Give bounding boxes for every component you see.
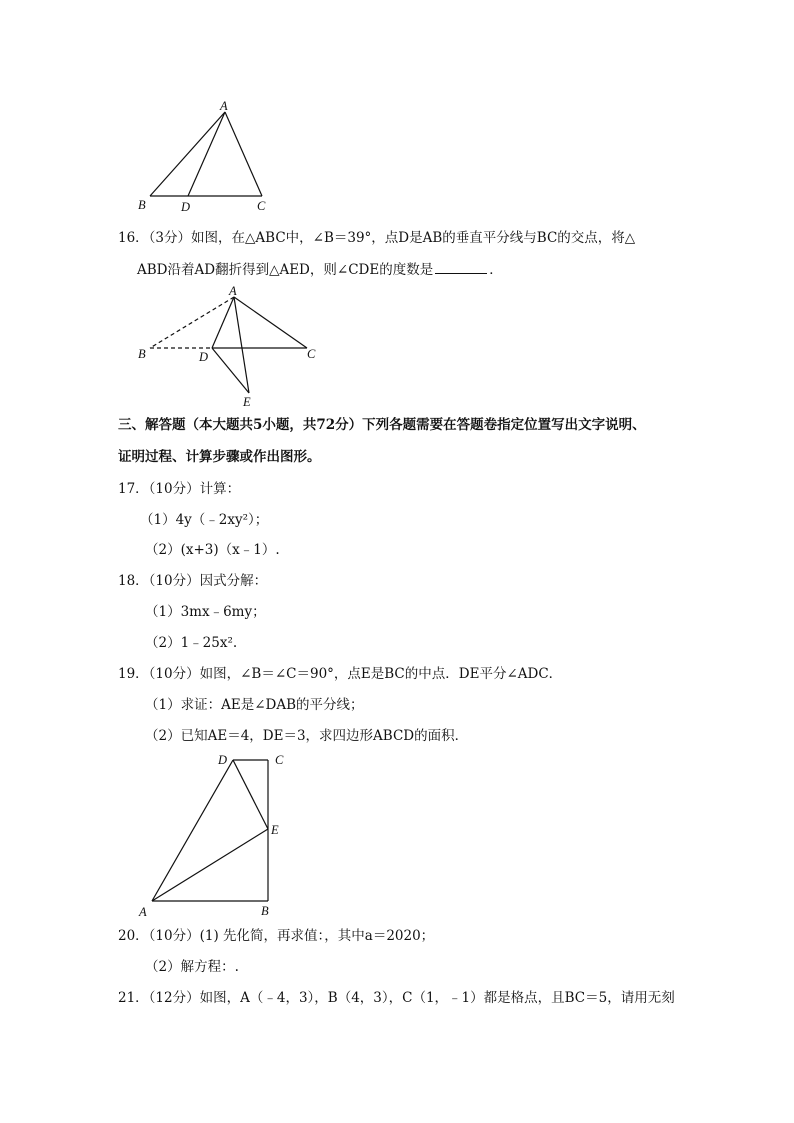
fig19-label-d: D xyxy=(218,753,228,767)
section-3-heading-line2: 证明过程、计算步骤或作出图形。 xyxy=(118,449,321,465)
fig16-label-a: A xyxy=(229,284,237,298)
fig15-label-a: A xyxy=(220,99,228,113)
q16-line1: 16．（3分）如图，在△ABC中，∠B＝39°，点D是AB的垂直平分线与BC的交点，将△ xyxy=(118,230,636,246)
fig15-label-b: B xyxy=(138,198,146,212)
q19-part2: （2）已知AE＝4，DE＝3，求四边形ABCD的面积． xyxy=(145,728,469,744)
fig19-label-b: B xyxy=(261,904,269,918)
q17-heading: 17．（10分）计算： xyxy=(118,481,241,497)
fig19-label-c: C xyxy=(275,753,284,767)
fig15-label-d: D xyxy=(181,200,191,214)
q21-heading: 21．（12分）如图，A（﹣4，3），B（4，3），C（1，﹣1）都是格点，且BC＝5，请用无刻 xyxy=(118,990,675,1006)
fig19-segment-de xyxy=(233,760,268,829)
q18-part2: （2）1﹣25x². xyxy=(145,635,238,651)
q18-part1: （1）3mx﹣6my； xyxy=(145,604,266,620)
fig16-label-b: B xyxy=(138,347,146,361)
fig19-label-a: A xyxy=(139,905,147,919)
q17-part1: （1）4y（﹣2xy²）； xyxy=(140,512,269,528)
q17-part2: （2）(x+3)（x﹣1）. xyxy=(145,542,280,558)
q20-part2: （2）解方程：. xyxy=(145,959,239,975)
fig19-segment-ae xyxy=(152,829,268,901)
fig19-side-ad xyxy=(152,760,233,901)
fig16-label-c: C xyxy=(307,347,316,361)
q20-heading: 20．（10分）(1) 先化简，再求值：，其中a＝2020； xyxy=(118,928,435,944)
fig16-label-e: E xyxy=(243,395,251,409)
q19-heading: 19．（10分）如图，∠B＝∠C＝90°，点E是BC的中点．DE平分∠ADC． xyxy=(118,666,563,682)
fig15-label-c: C xyxy=(257,199,266,213)
fig16-label-d: D xyxy=(199,350,209,364)
section-3-heading-line1: 三、解答题（本大题共5小题，共72分）下列各题需要在答题卷指定位置写出文字说明、 xyxy=(118,417,646,433)
q19-part1: （1）求证：AE是∠DAB的平分线； xyxy=(145,697,364,713)
q18-heading: 18．（10分）因式分解： xyxy=(118,573,268,589)
fig19-label-e: E xyxy=(271,823,279,837)
q16-line2-text: ABD沿着AD翻折得到△AED，则∠CDE的度数是 xyxy=(137,262,434,278)
q16-line2-end: ． xyxy=(489,262,503,278)
